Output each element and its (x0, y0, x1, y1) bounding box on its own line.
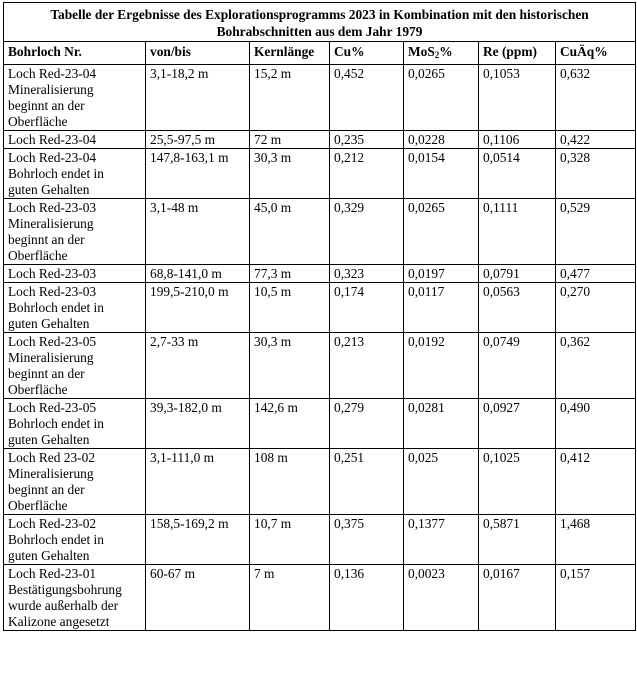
bohrloch-line: Loch Red-23-04 (8, 150, 97, 165)
table-row (4, 515, 636, 565)
cell-vonbis: 2,7-33 m (146, 333, 250, 399)
bohrloch-line: Loch Red-23-04 (8, 132, 97, 147)
cell-bohrloch (4, 515, 146, 565)
cell-vonbis: 68,8-141,0 m (146, 265, 250, 283)
cell-cu: 0,375 (330, 515, 404, 565)
cell-cu: 0,329 (330, 199, 404, 265)
cell-mos2: 0,0192 (404, 333, 479, 399)
cell-cu: 0,213 (330, 333, 404, 399)
table-row (4, 199, 636, 265)
cell-kernlaenge: 72 m (250, 131, 330, 149)
caption-row (4, 3, 636, 42)
table-caption-line-2: Bohrabschnitten aus dem Jahr 1979 (216, 24, 423, 39)
cell-vonbis: 158,5-169,2 m (146, 515, 250, 565)
bohrloch-line: Oberfläche (8, 248, 68, 263)
bohrloch-line: Bohrloch endet in (8, 532, 104, 547)
table-row (4, 333, 636, 399)
cell-re: 0,0563 (479, 283, 556, 333)
bohrloch-line: beginnt an der (8, 482, 85, 497)
cell-bohrloch (4, 333, 146, 399)
cell-cu: 0,212 (330, 149, 404, 199)
cell-vonbis: 60-67 m (146, 565, 250, 631)
cell-kernlaenge: 142,6 m (250, 399, 330, 449)
cell-vonbis: 39,3-182,0 m (146, 399, 250, 449)
cell-mos2: 0,0197 (404, 265, 479, 283)
bohrloch-line: Loch Red-23-05 (8, 400, 97, 415)
table-row (4, 149, 636, 199)
bohrloch-line: Loch Red 23-02 (8, 450, 96, 465)
cell-cuaeq: 0,328 (556, 149, 636, 199)
cell-kernlaenge: 77,3 m (250, 265, 330, 283)
bohrloch-line: Bohrloch endet in (8, 300, 104, 315)
cell-cuaeq: 0,490 (556, 399, 636, 449)
header-bohrloch: Bohrloch Nr. (4, 42, 146, 65)
bohrloch-line: guten Gehalten (8, 548, 90, 563)
cell-re: 0,0514 (479, 149, 556, 199)
cell-cuaeq: 0,422 (556, 131, 636, 149)
header-re: Re (ppm) (479, 42, 556, 65)
bohrloch-line: Oberfläche (8, 114, 68, 129)
cell-kernlaenge: 45,0 m (250, 199, 330, 265)
bohrloch-line: Mineralisierung (8, 216, 94, 231)
table-caption (4, 3, 636, 42)
cell-bohrloch (4, 565, 146, 631)
cell-cu: 0,251 (330, 449, 404, 515)
bohrloch-line: Mineralisierung (8, 82, 94, 97)
bohrloch-line: Loch Red-23-03 (8, 284, 97, 299)
header-mos2 (404, 42, 479, 65)
bohrloch-line: Loch Red-23-01 (8, 566, 97, 581)
bohrloch-line: Loch Red-23-03 (8, 200, 97, 215)
cell-cu: 0,235 (330, 131, 404, 149)
cell-kernlaenge: 30,3 m (250, 333, 330, 399)
header-cuaeq: CuÄq% (556, 42, 636, 65)
cell-re: 0,0791 (479, 265, 556, 283)
table-caption-line-1: Tabelle der Ergebnisse des Explorationsprogramms 2023 in Kombination mit den historischen (50, 7, 589, 22)
results-table (3, 2, 636, 631)
bohrloch-line: Loch Red-23-02 (8, 516, 97, 531)
table-row (4, 399, 636, 449)
cell-bohrloch (4, 265, 146, 283)
table-row (4, 65, 636, 131)
cell-mos2: 0,0154 (404, 149, 479, 199)
cell-re: 0,0927 (479, 399, 556, 449)
cell-re: 0,1053 (479, 65, 556, 131)
cell-re: 0,1111 (479, 199, 556, 265)
cell-cuaeq: 0,632 (556, 65, 636, 131)
header-mos2-suffix: % (439, 44, 453, 59)
cell-cu: 0,323 (330, 265, 404, 283)
cell-vonbis: 3,1-48 m (146, 199, 250, 265)
cell-cuaeq: 0,477 (556, 265, 636, 283)
header-mos2-prefix: MoS (408, 44, 435, 59)
cell-mos2: 0,0117 (404, 283, 479, 333)
bohrloch-line: guten Gehalten (8, 316, 90, 331)
bohrloch-line: Kalizone angesetzt (8, 614, 110, 629)
cell-re: 0,1025 (479, 449, 556, 515)
cell-mos2: 0,0265 (404, 199, 479, 265)
cell-cu: 0,452 (330, 65, 404, 131)
cell-mos2: 0,0228 (404, 131, 479, 149)
cell-re: 0,0749 (479, 333, 556, 399)
cell-cuaeq: 0,157 (556, 565, 636, 631)
cell-bohrloch (4, 199, 146, 265)
cell-bohrloch (4, 131, 146, 149)
bohrloch-line: Oberfläche (8, 382, 68, 397)
cell-bohrloch (4, 449, 146, 515)
bohrloch-line: Oberfläche (8, 498, 68, 513)
cell-vonbis: 199,5-210,0 m (146, 283, 250, 333)
cell-cu: 0,136 (330, 565, 404, 631)
cell-vonbis: 3,1-111,0 m (146, 449, 250, 515)
bohrloch-line: guten Gehalten (8, 182, 90, 197)
cell-bohrloch (4, 149, 146, 199)
cell-bohrloch (4, 399, 146, 449)
cell-kernlaenge: 10,5 m (250, 283, 330, 333)
header-vonbis: von/bis (146, 42, 250, 65)
header-kernlaenge: Kernlänge (250, 42, 330, 65)
table-body (4, 65, 636, 631)
cell-cu: 0,174 (330, 283, 404, 333)
cell-mos2: 0,1377 (404, 515, 479, 565)
cell-cuaeq: 1,468 (556, 515, 636, 565)
header-row (4, 42, 636, 65)
bohrloch-line: beginnt an der (8, 366, 85, 381)
bohrloch-line: Bestätigungsbohrung (8, 582, 122, 597)
bohrloch-line: Bohrloch endet in (8, 166, 104, 181)
cell-mos2: 0,0281 (404, 399, 479, 449)
bohrloch-line: Loch Red-23-04 (8, 66, 97, 81)
bohrloch-line: Mineralisierung (8, 350, 94, 365)
cell-cuaeq: 0,362 (556, 333, 636, 399)
table-row (4, 449, 636, 515)
cell-vonbis: 25,5-97,5 m (146, 131, 250, 149)
cell-kernlaenge: 10,7 m (250, 515, 330, 565)
header-mos2-subscript: 2 (434, 50, 440, 60)
cell-cuaeq: 0,270 (556, 283, 636, 333)
table-row (4, 283, 636, 333)
cell-mos2: 0,025 (404, 449, 479, 515)
cell-mos2: 0,0265 (404, 65, 479, 131)
cell-kernlaenge: 108 m (250, 449, 330, 515)
cell-vonbis: 147,8-163,1 m (146, 149, 250, 199)
bohrloch-line: Loch Red-23-05 (8, 334, 97, 349)
cell-re: 0,0167 (479, 565, 556, 631)
cell-re: 0,1106 (479, 131, 556, 149)
cell-kernlaenge: 7 m (250, 565, 330, 631)
cell-cuaeq: 0,529 (556, 199, 636, 265)
cell-bohrloch (4, 283, 146, 333)
bohrloch-line: guten Gehalten (8, 432, 90, 447)
bohrloch-line: beginnt an der (8, 98, 85, 113)
header-cu: Cu% (330, 42, 404, 65)
bohrloch-line: beginnt an der (8, 232, 85, 247)
bohrloch-line: wurde außerhalb der (8, 598, 119, 613)
table-row (4, 265, 636, 283)
table-row (4, 565, 636, 631)
cell-cuaeq: 0,412 (556, 449, 636, 515)
cell-mos2: 0,0023 (404, 565, 479, 631)
table-row (4, 131, 636, 149)
cell-vonbis: 3,1-18,2 m (146, 65, 250, 131)
bohrloch-line: Loch Red-23-03 (8, 266, 97, 281)
bohrloch-line: Mineralisierung (8, 466, 94, 481)
cell-bohrloch (4, 65, 146, 131)
cell-cu: 0,279 (330, 399, 404, 449)
cell-kernlaenge: 15,2 m (250, 65, 330, 131)
cell-kernlaenge: 30,3 m (250, 149, 330, 199)
cell-re: 0,5871 (479, 515, 556, 565)
bohrloch-line: Bohrloch endet in (8, 416, 104, 431)
